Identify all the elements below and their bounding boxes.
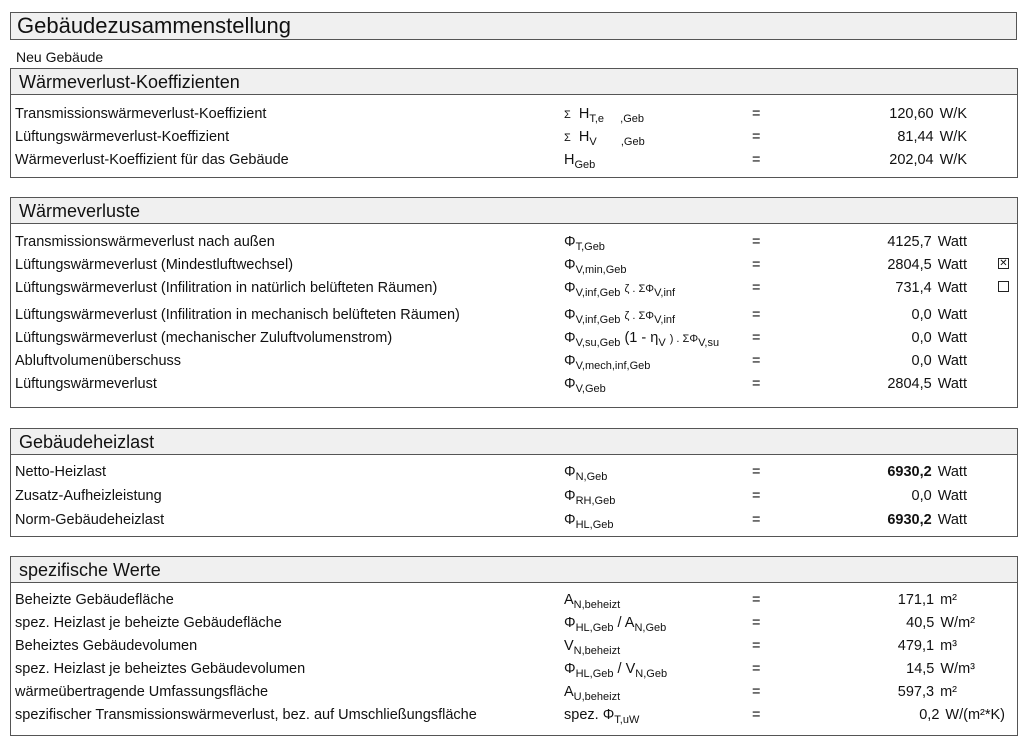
section-title: Gebäudeheizlast	[11, 429, 1017, 455]
row-transmission-verlust	[11, 232, 1017, 255]
building-name: Neu Gebäude	[16, 49, 104, 65]
value: 6930,2 Watt	[887, 512, 967, 528]
equals-sign: =	[752, 330, 761, 346]
section-gebaeudeheizlast	[10, 428, 1018, 537]
row-label: Abluftvolumenüberschuss	[15, 353, 182, 369]
formula-symbol: $H_{Geb}$	[564, 152, 596, 171]
value: 120,60 W/K	[889, 106, 967, 122]
row-lueftung-zuluft	[11, 328, 1017, 351]
formula-symbol: $V_{N,beheizt}$	[564, 638, 621, 657]
row-label: Lüftungswärmeverlust-Koeffizient	[15, 129, 230, 145]
formula-symbol: $\Phi_{HL,Geb}$	[564, 512, 614, 531]
equals-sign: =	[752, 353, 761, 369]
value: 2804,5 Watt	[887, 257, 967, 273]
row-label: Transmissionswärmeverlust-Koeffizient	[15, 106, 267, 122]
value: 6930,2 Watt	[887, 464, 967, 480]
equals-sign: =	[752, 234, 761, 250]
formula-symbol: $\Phi_{N,Geb}$	[564, 464, 608, 483]
value: 81,44 W/K	[897, 129, 967, 145]
row-label: Lüftungswärmeverlust (Infilitration in mechanisch belüfteten Räumen)	[15, 307, 460, 323]
formula-symbol: Σ $H_V$ $_{,Geb}$	[564, 129, 645, 148]
row-label: Lüftungswärmeverlust (Mindestluftwechsel)	[15, 257, 294, 273]
section-spezifische-werte	[10, 556, 1018, 736]
equals-sign: =	[752, 661, 761, 677]
row-heizlast-je-flaeche	[11, 613, 1017, 636]
equals-sign: =	[752, 488, 761, 504]
row-label: Beheiztes Gebäudevolumen	[15, 638, 198, 654]
equals-sign: =	[752, 512, 761, 528]
formula-symbol: $\Phi_{V,inf,Geb}$ ζ . $\Sigma\Phi_{V,inf}$	[564, 280, 676, 299]
row-lueftung-infiltration-mechanisch	[11, 305, 1017, 328]
value: 0,2 W/(m²*K)	[919, 707, 1005, 723]
formula-symbol: $A_{N,beheizt}$	[564, 592, 621, 611]
row-netto-heizlast	[11, 462, 1017, 485]
row-label: Netto-Heizlast	[15, 464, 107, 480]
mindestluftwechsel-checkbox[interactable]: ✕	[999, 258, 1008, 269]
formula-symbol: Σ $H_{T,e}$ $_{,Geb}$	[564, 106, 645, 125]
row-beheiztes-volumen	[11, 636, 1017, 659]
formula-symbol: $\Phi_{V,Geb}$	[564, 376, 606, 395]
row-transmission-koeff	[11, 104, 1017, 127]
value: 40,5 W/m²	[906, 615, 975, 631]
equals-sign: =	[752, 106, 761, 122]
row-umfassungsflaeche	[11, 682, 1017, 705]
equals-sign: =	[752, 257, 761, 273]
row-spez-transmission	[11, 705, 1017, 728]
section-waermeverluste	[10, 197, 1018, 408]
row-beheizte-flaeche	[11, 590, 1017, 613]
equals-sign: =	[752, 592, 761, 608]
section-title: spezifische Werte	[11, 557, 1017, 583]
value: 0,0 Watt	[911, 353, 967, 369]
row-lueftung-infiltration-natuerlich	[11, 278, 1017, 301]
row-label: spez. Heizlast je beheizte Gebäudefläche	[15, 615, 282, 631]
infiltration-checkbox[interactable]	[998, 281, 1009, 292]
formula-symbol: $\Phi_{RH,Geb}$	[564, 488, 616, 507]
row-label: wärmeübertragende Umfassungsfläche	[15, 684, 269, 700]
equals-sign: =	[752, 280, 761, 296]
row-label: Lüftungswärmeverlust	[15, 376, 157, 392]
equals-sign: =	[752, 376, 761, 392]
section-waermeverlust-koeffizienten	[10, 68, 1018, 178]
equals-sign: =	[752, 684, 761, 700]
section-title: Wärmeverlust-Koeffizienten	[11, 69, 1017, 95]
equals-sign: =	[752, 638, 761, 654]
row-label: Zusatz-Aufheizleistung	[15, 488, 162, 504]
row-label: Wärmeverlust-Koeffizient für das Gebäude	[15, 152, 289, 168]
formula-symbol: $\Phi_{HL,Geb} / A_{N,Geb}$	[564, 615, 667, 634]
row-lueftung-koeff	[11, 127, 1017, 150]
equals-sign: =	[752, 707, 761, 723]
formula-symbol: $\Phi_{V,su,Geb}$ ($1 - \eta_V$ ) . $\Sigma\Phi_{V,su}$	[564, 330, 720, 349]
formula-symbol: $\Phi_{T,Geb}$	[564, 234, 605, 253]
equals-sign: =	[752, 307, 761, 323]
equals-sign: =	[752, 152, 761, 168]
formula-symbol: $\Phi_{V,inf,Geb}$ ζ . $\Sigma\Phi_{V,inf}$	[564, 307, 676, 326]
value: 0,0 Watt	[911, 307, 967, 323]
value: 171,1 m²	[897, 592, 957, 608]
row-label: Beheizte Gebäudefläche	[15, 592, 174, 608]
row-norm-heizlast	[11, 510, 1017, 533]
equals-sign: =	[752, 129, 761, 145]
row-heizlast-je-volumen	[11, 659, 1017, 682]
formula-symbol: $A_{U,beheizt}$	[564, 684, 621, 703]
formula-symbol: $\Phi_{V,mech,inf,Geb}$	[564, 353, 651, 372]
equals-sign: =	[752, 464, 761, 480]
row-label: Lüftungswärmeverlust (Infilitration in natürlich belüfteten Räumen)	[15, 280, 438, 296]
value: 202,04 W/K	[889, 152, 967, 168]
value: 0,0 Watt	[911, 330, 967, 346]
value: 597,3 m²	[897, 684, 957, 700]
value: 479,1 m³	[897, 638, 957, 654]
equals-sign: =	[752, 615, 761, 631]
value: 2804,5 Watt	[887, 376, 967, 392]
formula-symbol: spez. $\Phi_{T,uW}$	[564, 707, 640, 726]
row-zusatz-aufheiz	[11, 486, 1017, 509]
section-title: Wärmeverluste	[11, 198, 1017, 224]
row-label: Lüftungswärmeverlust (mechanischer Zuluftvolumenstrom)	[15, 330, 393, 346]
value: 4125,7 Watt	[887, 234, 967, 250]
row-label: spezifischer Transmissionswärmeverlust, bez. auf Umschließungsfläche	[15, 707, 477, 723]
row-label: spez. Heizlast je beheiztes Gebäudevolumen	[15, 661, 306, 677]
page-title: Gebäudezusammenstellung	[10, 12, 1017, 40]
formula-symbol: $\Phi_{V,min,Geb}$	[564, 257, 627, 276]
row-label: Transmissionswärmeverlust nach außen	[15, 234, 275, 250]
row-label: Norm-Gebäudeheizlast	[15, 512, 165, 528]
row-abluft-ueberschuss	[11, 351, 1017, 374]
row-lueftung-gesamt	[11, 374, 1017, 397]
formula-symbol: $\Phi_{HL,Geb} / V_{N,Geb}$	[564, 661, 668, 680]
value: 14,5 W/m³	[906, 661, 975, 677]
row-gebaeude-koeff	[11, 150, 1017, 173]
value: 731,4 Watt	[895, 280, 967, 296]
value: 0,0 Watt	[911, 488, 967, 504]
row-lueftung-mindest	[11, 255, 1017, 278]
